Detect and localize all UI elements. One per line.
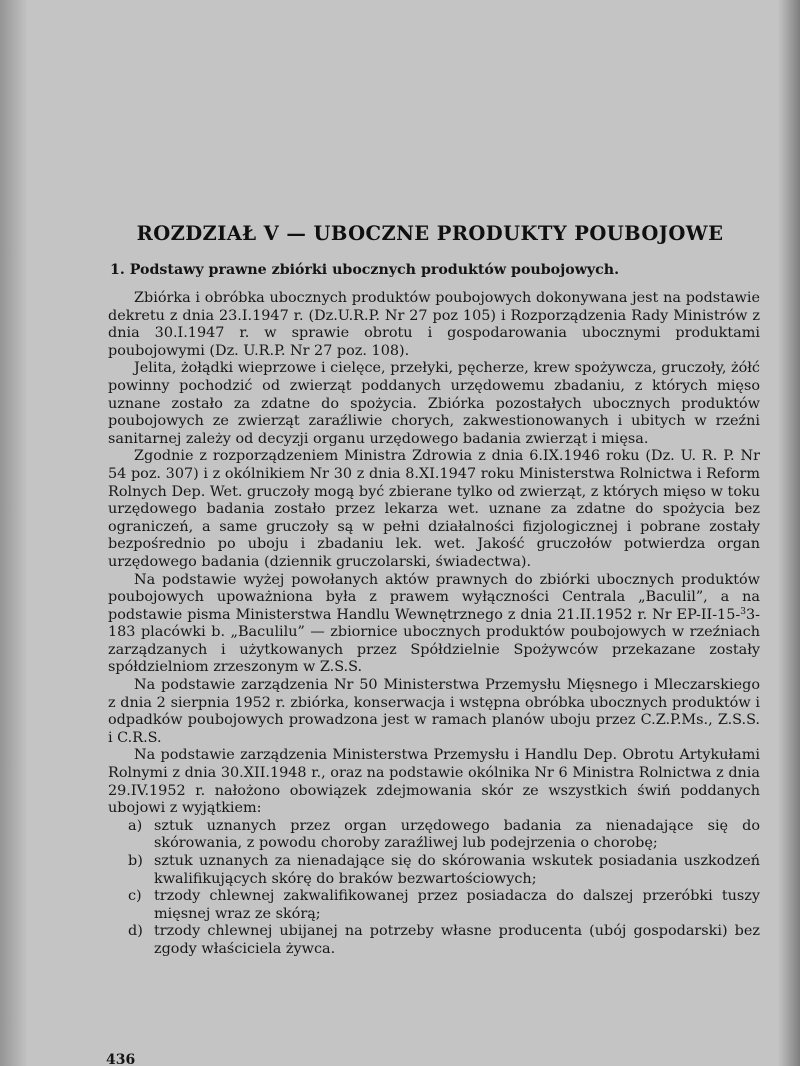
- list-item: [108, 923, 760, 958]
- list-item-text: sztuk uznanych przez organ urzędowego badania za nienadające się do skórowania, z powodu choroby zaraźliwej lub podejrzenia o chorobę;: [154, 817, 760, 852]
- paragraph: Zbiórka i obróbka ubocznych produktów poubojowych dokonywana jest na podstawie dekretu z dnia 23.I.1947 r. (Dz.U.R.P. Nr 27 poz 105) i Rozporządzenia Rady Ministrów z dnia 30.I.1947 r. w sprawie obrotu i gospodarowania ubocznymi produktami poubojowymi (Dz. U.R.P. Nr 27 poz. 108).: [108, 290, 760, 359]
- body-text: [108, 290, 760, 959]
- paragraph: [108, 572, 760, 678]
- list-item: [108, 818, 760, 853]
- paragraph: Na podstawie zarządzenia Ministerstwa Przemysłu i Handlu Dep. Obrotu Artykułami Rolnymi z dnia 30.XII.1948 r., oraz na podstawie okólnika Nr 6 Ministra Rolnictwa z dnia 29.IV.1952 r. nałożono obowiązek zdejmowania skór ze wszystkich świń poddanych ubojowi z wyjątkiem:: [108, 747, 760, 817]
- section-heading: 1. Podstawy prawne zbiórki ubocznych produktów poubojowych.: [110, 262, 620, 278]
- paragraph-text-after-superscript: 3-183 placówki b. „Baculilu” — zbiornice ubocznych produktów poubojowych w rzeźniach zarządzanych i użytkowanych przez Spółdzielnie Spożywców przekazane zostały spółdzielniom zrzeszonym w Z.S.S.: [108, 606, 760, 676]
- chapter-title: ROZDZIAŁ V — UBOCZNE PRODUKTY POUBOJOWE: [136, 222, 724, 245]
- list-item-text: trzody chlewnej ubijanej na potrzeby własne producenta (ubój gospodarski) bez zgody właściciela żywca.: [154, 923, 760, 957]
- exceptions-list: [108, 818, 760, 959]
- list-marker: d): [128, 923, 143, 940]
- list-item: [108, 853, 760, 888]
- list-item: [108, 888, 760, 923]
- page-number: 436: [106, 1052, 136, 1066]
- list-marker: c): [128, 888, 142, 905]
- list-item-text: trzody chlewnej zakwalifikowanej przez posiadacza do dalszej przeróbki tuszy mięsnej wraz ze skórą;: [154, 888, 760, 922]
- list-marker: a): [128, 817, 143, 834]
- superscript-digit: 3: [740, 606, 746, 617]
- paragraph: Zgodnie z rozporządzeniem Ministra Zdrowia z dnia 6.IX.1946 roku (Dz. U. R. P. Nr 54 poz. 307) i z okólnikiem Nr 30 z dnia 8.XI.1947 roku Ministerstwa Rolnictwa i Reform Rolnych Dep. Wet. gruczoły mogą być zbierane tylko od zwierząt, z których mięso w toku urzędowego badania zostało przez lekarza wet. uznane za zdatne do spożycia bez ograniczeń, a same gruczoły są w pełni działalności fizjologicznej i pobrane zostały bezpośrednio po uboju i zbadaniu lek. wet. Jakość gruczołów potwierdza organ urzędowego badania (dziennik gruczolarski, świadectwa).: [108, 448, 760, 570]
- paragraph: Jelita, żołądki wieprzowe i cielęce, przełyki, pęcherze, krew spożywcza, gruczoły, żółć powinny pochodzić od zwierząt poddanych urzędowemu zbadaniu, z których mięso uznane zostało za zdatne do spożycia. Zbiórka pozostałych ubocznych produktów poubojowych ze zwierząt zaraźliwie chorych, zakwestionowanych i ubitych w rzeźni sanitarnej zależy od decyzji organu urzędowego badania zwierząt i mięsa.: [108, 360, 760, 447]
- paragraph: Na podstawie zarządzenia Nr 50 Ministerstwa Przemysłu Mięsnego i Mleczarskiego z dnia 2 sierpnia 1952 r. zbiórka, konserwacja i wstępna obróbka ubocznych produktów i odpadków poubojowych prowadzona jest w ramach planów uboju przez C.Z.P.Ms., Z.S.S. i C.R.S.: [108, 677, 760, 746]
- list-item-text: sztuk uznanych za nienadające się do skórowania wskutek posiadania uszkodzeń kwalifikujących skórę do braków bezwartościowych;: [154, 853, 760, 887]
- list-marker: b): [128, 853, 143, 869]
- paragraph-text-before-superscript: Na podstawie wyżej powołanych aktów prawnych do zbiórki ubocznych produktów poubojowych upoważniona była z prawem wyłączności Centrala „Baculil”, a na podstawie pisma Ministerstwa Handlu Wewnętrznego z dnia 21.II.1952 r. Nr EP-II-15-: [108, 571, 760, 623]
